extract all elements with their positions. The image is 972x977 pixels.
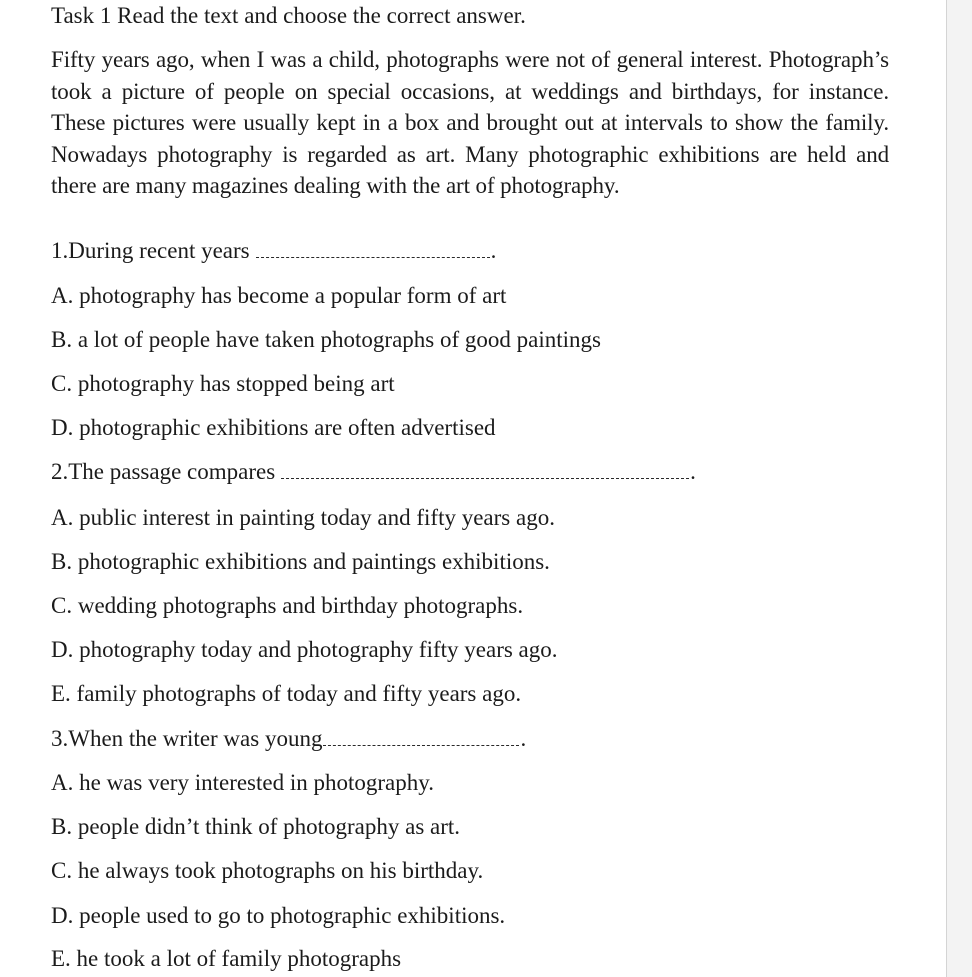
- q1-option-b: B. a lot of people have taken photographs of good paintings: [51, 327, 601, 352]
- q3-option-c: C. he always took photographs on his birthday.: [51, 858, 484, 883]
- q3-option-e: E. he took a lot of family photographs: [51, 946, 402, 971]
- answer-blank-2: [281, 464, 689, 479]
- question-2-stem: 2.The passage compares: [51, 459, 276, 484]
- q3-option-d: D. people used to go to photographic exhibitions.: [51, 903, 506, 928]
- question-1-stem: 1.During recent years: [51, 238, 250, 263]
- q2-option-e: E. family photographs of today and fifty years ago.: [51, 681, 522, 706]
- q1-option-a: A. photography has become a popular form of art: [51, 283, 507, 308]
- task-title: Task 1 Read the text and choose the correct answer.: [51, 3, 526, 28]
- question-3-stem: 3.When the writer was young: [51, 726, 323, 751]
- page-gutter: [947, 0, 972, 977]
- q3-option-b: B. people didn’t think of photography as art.: [51, 814, 461, 839]
- q3-option-a: A. he was very interested in photography.: [51, 770, 435, 795]
- question-1: [51, 237, 496, 265]
- question-3: [51, 725, 526, 753]
- answer-blank-3: [323, 731, 519, 746]
- q2-option-d: D. photography today and photography fifty years ago.: [51, 637, 558, 662]
- reading-passage: Fifty years ago, when I was a child, photographs were not of general interest. Photograph’s took a picture of people on special occasions, at weddings and birthdays, for instance. These pictures were usually kept in a box and brought out at intervals to show the family. Nowadays photography is regarded as art. Many photographic exhibitions are held and there are many magazines dealing with the art of photography.: [51, 47, 889, 199]
- question-3-period: .: [520, 726, 527, 751]
- answer-blank-1: [256, 243, 490, 258]
- q1-option-d: D. photographic exhibitions are often advertised: [51, 415, 496, 440]
- question-1-period: .: [490, 238, 497, 263]
- question-2: [51, 458, 696, 486]
- q2-option-c: C. wedding photographs and birthday photographs.: [51, 593, 524, 618]
- question-2-period: .: [690, 459, 696, 484]
- q2-option-b: B. photographic exhibitions and paintings exhibitions.: [51, 549, 550, 574]
- q2-option-a: A. public interest in painting today and fifty years ago.: [51, 505, 555, 530]
- q1-option-c: C. photography has stopped being art: [51, 371, 395, 396]
